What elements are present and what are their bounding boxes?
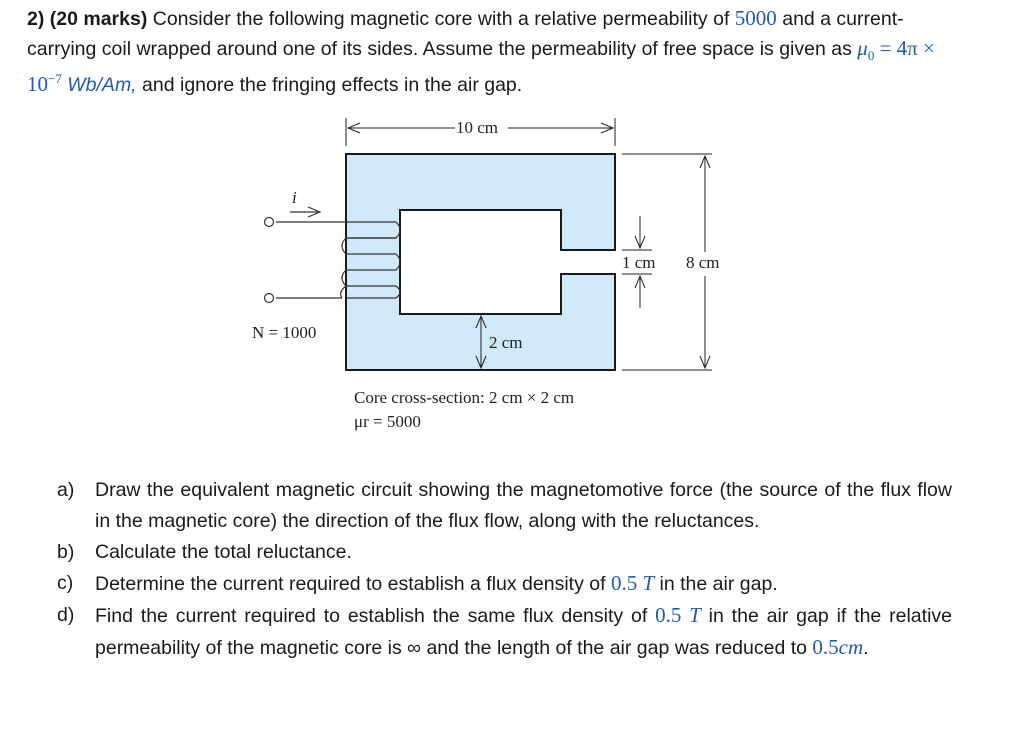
terminal-bottom xyxy=(265,294,274,303)
part-a xyxy=(57,475,952,537)
part-c xyxy=(57,568,952,600)
current-label: i xyxy=(292,188,297,207)
mu0-unit: Wb/Am, xyxy=(67,74,137,97)
part-d xyxy=(57,600,952,664)
question-parts xyxy=(57,475,952,664)
current-arrow xyxy=(290,207,320,217)
problem-text-3: and ignore the fringing effects in the air gap. xyxy=(142,74,523,97)
mu0-eq: = 4π × 10 xyxy=(27,36,935,97)
mu0-exp: −7 xyxy=(48,71,62,87)
part-c-pre: Determine the current required to establish a flux density of xyxy=(95,573,606,595)
part-b xyxy=(57,537,952,568)
mu0-sub: 0 xyxy=(867,48,875,64)
part-text: Calculate the total reluctance. xyxy=(95,541,352,563)
terminal-top xyxy=(265,218,274,227)
height-label: 8 cm xyxy=(686,253,720,272)
problem-text-2: and a current-carrying coil wrapped around one of its sides. Assume the permeability of free space is given as xyxy=(27,8,904,60)
problem-marks: (20 marks) xyxy=(49,8,148,30)
part-label: d) xyxy=(57,604,75,626)
width-label: 10 cm xyxy=(456,118,499,137)
gap-length-value: 0.5cm xyxy=(812,635,864,659)
mu-r-value: 5000 xyxy=(734,6,777,30)
thickness-label: 2 cm xyxy=(489,333,523,352)
gap-label: 1 cm xyxy=(622,253,656,272)
part-d-end: . xyxy=(863,637,869,659)
part-d-post: in the air gap if the relative permeability of the magnetic core is ∞ and the length of the air gap was reduced to xyxy=(95,605,953,659)
part-c-post: in the air gap. xyxy=(659,573,778,595)
cross-section-label: Core cross-section: 2 cm × 2 cm xyxy=(354,388,575,407)
turns-label: N = 1000 xyxy=(252,323,317,342)
part-label: c) xyxy=(57,572,74,594)
part-text xyxy=(95,600,952,664)
part-label: a) xyxy=(57,479,75,501)
problem-text-1: Consider the following magnetic core with a relative permeability of xyxy=(152,8,730,30)
mu-r-label: μr = 5000 xyxy=(354,412,421,431)
mu0-symbol: μ xyxy=(857,36,868,60)
part-text xyxy=(95,568,952,600)
part-label: b) xyxy=(57,541,75,563)
flux-value: 0.5 T xyxy=(610,571,655,595)
part-text: Draw the equivalent magnetic circuit showing the magnetomotive force (the source of the flux flow in the magnetic core) the direction of the flux flow, along with the reluctances. xyxy=(95,479,952,532)
part-d-pre: Find the current required to establish the same flux density of xyxy=(95,605,648,627)
flux-value: 0.5 T xyxy=(655,603,701,627)
problem-number: 2) xyxy=(27,8,45,30)
